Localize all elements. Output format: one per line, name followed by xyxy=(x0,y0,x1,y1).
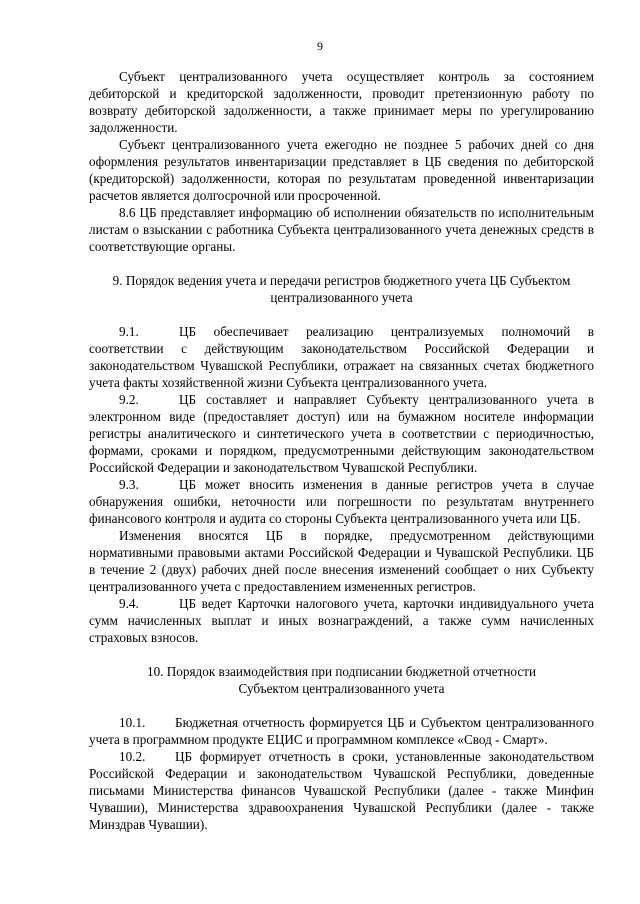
item-text: ЦБ может вносить изменения в данные регистров учета в случае обнаружения ошибки, неточности или погрешности по результатам внутреннего финансового контроля и аудита со стороны Субъекта централизованного учета или ЦБ. xyxy=(89,477,594,526)
paragraph-changes: Изменения вносятся ЦБ в порядке, предусмотренном действующими нормативными правовыми актами Российской Федерации и Чувашской Республики. ЦБ в течение 2 (двух) рабочих дней после внесения изменений сообщает о них Субъекту централизованного учета с предоставлением измененных регистров. xyxy=(89,528,594,594)
item-text: ЦБ формирует отчетность в сроки, установленные законодательством Российской Федерации и законодательством Чувашской Республики, доведенные письмами Министерства финансов Чувашской Республики (далее - также Минфин Чувашии), Министерства здравоохранения Чувашской Республики (далее - также Минздрав Чувашии). xyxy=(89,749,594,832)
item-number: 9.1. xyxy=(119,324,139,339)
item-text: ЦБ составляет и направляет Субъекту централизованного учета в электронном виде (предоставляет доступ) или на бумажном носителе информации регистры аналитического и синтетического учета в соответствии с периодичностью, формами, сроками и порядком, предусмотренными действующим законодательством Российской Федерации и законодательством Чувашской Республики. xyxy=(89,392,594,475)
item-number: 9.2. xyxy=(119,392,139,407)
paragraph-9-2 xyxy=(89,391,594,476)
item-text: ЦБ обеспечивает реализацию централизуемых полномочий в соответствии с действующим законодательством Российской Федерации и законодательством Чувашской Республики, отражает на связанных счетах бюджетного учета факты хозяйственной жизни Субъекта централизованного учета. xyxy=(89,324,594,390)
paragraph-debt-control: Субъект централизованного учета осуществляет контроль за состоянием дебиторской и кредиторской задолженности, проводит претензионную работу по возврату дебиторской задолженности, а также принимает меры по урегулированию задолженности. xyxy=(89,69,594,135)
paragraph-10-2 xyxy=(89,748,594,833)
paragraph-9-1 xyxy=(89,323,594,391)
paragraph-9-3 xyxy=(89,476,594,527)
item-text: Бюджетная отчетность формируется ЦБ и Субъектом централизованного учета в программном продукте ЕЦИС и программном комплексе «Свод - Смарт». xyxy=(89,715,594,747)
paragraph-inventory-report: Субъект централизованного учета ежегодно не позднее 5 рабочих дней со дня оформления результатов инвентаризации представляет в ЦБ сведения по дебиторской (кредиторской) задолженности, которая по результатам проведенной инвентаризации расчетов является долгосрочной или просроченной. xyxy=(89,137,594,203)
paragraph-9-4 xyxy=(89,595,594,646)
section-9-heading-line2: централизованного учета xyxy=(270,290,413,305)
item-text: ЦБ ведет Карточки налогового учета, карточки индивидуального учета сумм начисленных выплат и иных вознаграждений, а также сумм начисленных страховых взносов. xyxy=(89,596,594,645)
item-number: 10.2. xyxy=(119,749,146,764)
paragraph-10-1 xyxy=(89,714,594,748)
document-body xyxy=(89,68,594,833)
section-10-heading-line2: Субъектом централизованного учета xyxy=(238,681,445,696)
paragraph-8-6: 8.6 ЦБ представляет информацию об исполнении обязательств по исполнительным листам о взыскании с работника Субъекта централизованного учета денежных средств в соответствующие органы. xyxy=(89,205,594,254)
item-number: 10.1. xyxy=(119,715,146,730)
section-9-heading-line1: 9. Порядок ведения учета и передачи регистров бюджетного учета ЦБ Субъектом xyxy=(112,273,571,288)
section-10-heading-line1: 10. Порядок взаимодействия при подписании бюджетной отчетности xyxy=(146,664,537,679)
page-number: 9 xyxy=(317,39,323,53)
item-number: 9.3. xyxy=(119,477,139,492)
item-number: 9.4. xyxy=(119,596,139,611)
